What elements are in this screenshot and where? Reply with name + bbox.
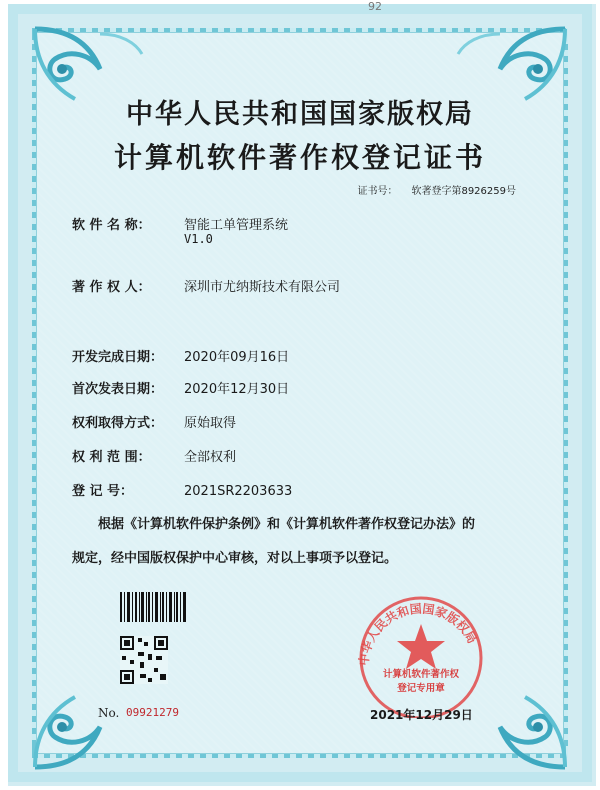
software-version: V1.0 — [184, 232, 213, 246]
field-label: 登 记 号： — [72, 484, 134, 499]
statement-line: 规定，经中国版权保护中心审核，对以上事项予以登记。 — [72, 551, 398, 566]
certificate-number-label: 证书号： — [357, 186, 398, 197]
field-label: 著 作 权 人： — [72, 280, 151, 295]
certificate-number — [357, 182, 516, 197]
issuer-title: 中华人民共和国国家版权局 — [126, 99, 474, 130]
field-value: 全部权利 — [184, 450, 237, 465]
field-label: 权 利 范 围： — [72, 450, 151, 465]
statement — [72, 508, 532, 576]
field-value: 2020年09月16日 — [184, 350, 290, 365]
official-seal-icon — [346, 588, 496, 718]
field-acquire-method — [72, 412, 236, 431]
field-label: 软 件 名 称： — [72, 218, 151, 233]
serial-number: 09921279 — [126, 706, 179, 719]
field-value: 深圳市尤纳斯技术有限公司 — [184, 280, 341, 295]
corner-ornament-icon — [30, 682, 150, 772]
svg-text:中华人民共和国国家版权局: 中华人民共和国国家版权局 — [356, 601, 480, 667]
field-value: 原始取得 — [184, 416, 237, 431]
seal-text — [346, 668, 496, 696]
field-software-name — [72, 214, 288, 233]
barcode-icon — [120, 592, 186, 622]
field-first-publish-date — [72, 378, 289, 397]
field-label: 首次发表日期： — [72, 382, 164, 397]
field-rights-scope — [72, 446, 236, 465]
field-value: 2021SR2203633 — [184, 484, 293, 499]
handwritten-note: 92 — [368, 0, 382, 13]
serial-label: No. — [98, 706, 120, 720]
field-value: 2020年12月30日 — [184, 382, 290, 397]
seal-line: 登记专用章 — [397, 683, 445, 694]
field-label: 权利取得方式： — [72, 416, 164, 431]
seal-line: 计算机软件著作权 — [382, 669, 459, 680]
qr-code-icon — [120, 636, 168, 684]
issue-date: 2021年12月29日 — [370, 708, 473, 722]
field-dev-complete-date — [72, 346, 289, 365]
certificate-title: 计算机软件著作权登记证书 — [113, 141, 486, 174]
field-label: 开发完成日期： — [72, 350, 164, 365]
statement-line: 根据《计算机软件保护条例》和《计算机软件著作权登记办法》的 — [98, 517, 476, 532]
field-registration-number — [72, 480, 292, 499]
field-value: 智能工单管理系统 — [184, 218, 289, 233]
certificate-number-value: 软著登字第8926259号 — [411, 186, 516, 197]
field-owner — [72, 276, 340, 295]
